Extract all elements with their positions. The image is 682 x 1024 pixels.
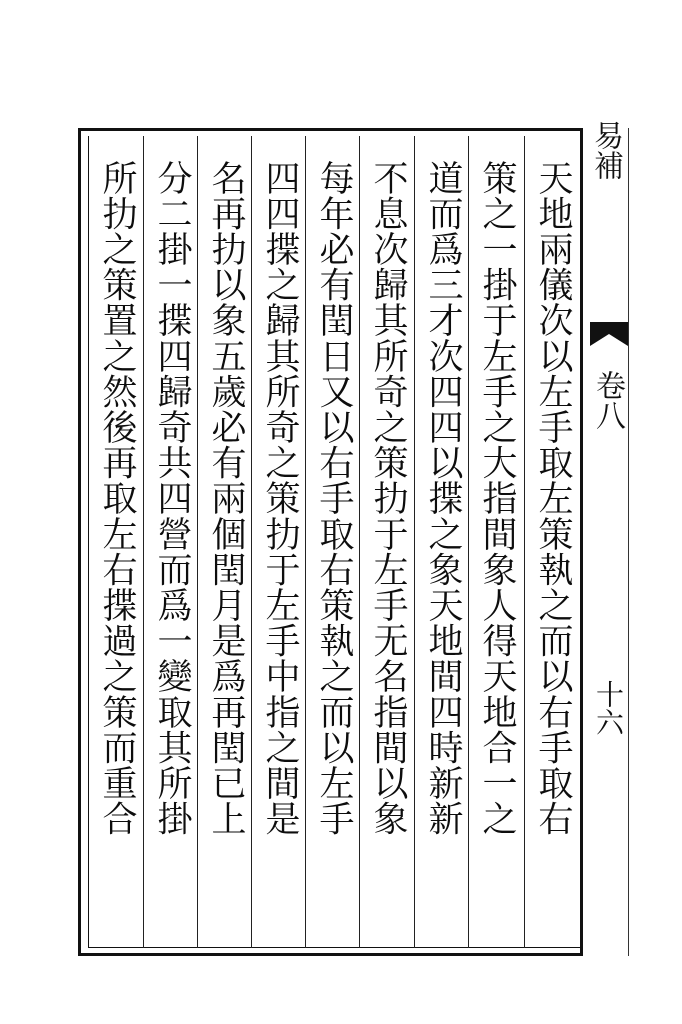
column-rule (143, 136, 144, 948)
column-rule (305, 136, 306, 948)
text-column-6: 四四揲之歸其所奇之策扐于左手中指之間是 (260, 160, 300, 837)
margin-page-number: 十六 (592, 680, 625, 736)
margin-strip (583, 128, 629, 956)
text-column-3: 道而爲三才次四四以揲之象天地間四時新新 (423, 160, 463, 837)
text-column-5: 每年必有閏日又以右手取右策執之而以左手 (314, 160, 354, 837)
text-column-9: 所扐之策置之然後再取左右揲過之策而重合 (97, 160, 137, 837)
column-rule (524, 136, 525, 948)
column-rule (414, 136, 415, 948)
text-column-4: 不息次歸其所奇之策扐于左手无名指間以象 (368, 160, 408, 837)
margin-book-title: 易補 (588, 120, 623, 180)
column-rule (197, 136, 198, 948)
column-rule (251, 136, 252, 948)
text-column-1: 天地兩儀次以左手取左策執之而以右手取右 (533, 160, 573, 837)
text-column-7: 名再扐以象五歲必有兩個閏月是爲再閏已上 (206, 160, 246, 837)
column-rule (468, 136, 469, 948)
text-column-2: 策之一掛于左手之大指間象人得天地合一之 (477, 160, 517, 837)
text-column-8: 分二掛一揲四歸奇共四營而爲一變取其所掛 (152, 160, 192, 837)
margin-volume-number: 卷八 (590, 370, 625, 430)
column-rule (359, 136, 360, 948)
